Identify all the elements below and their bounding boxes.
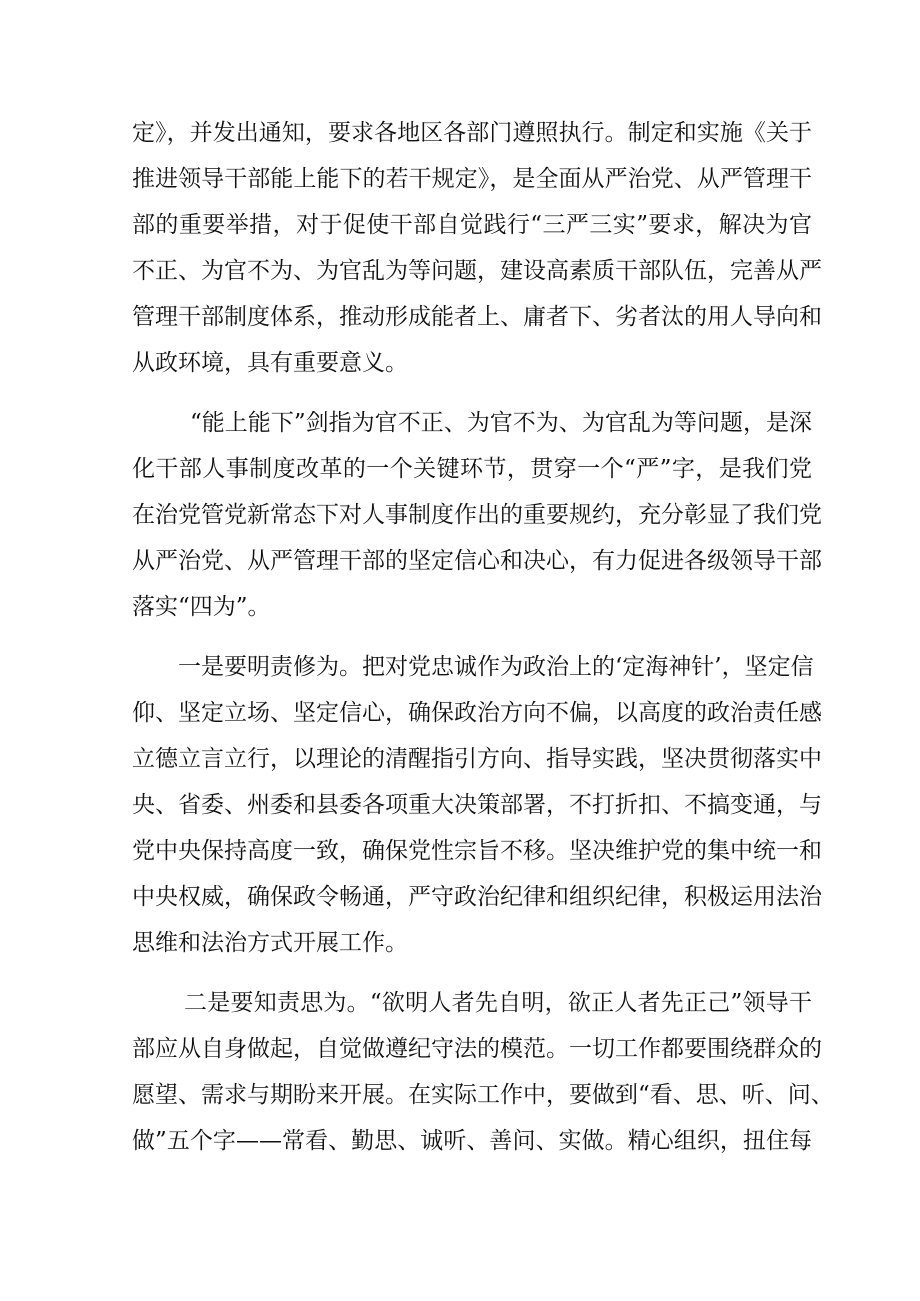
text-line: 部应从自身做起，自觉做遵纪守法的模范。一切工作都要围绕群众的 <box>132 1036 822 1062</box>
text-line: 做”五个字——常看、勤思、诚听、善问、实做。精心组织，扭住每 <box>132 1128 812 1154</box>
text-line: 化干部人事制度改革的一个关键环节，贯穿一个“严”字，是我们党 <box>132 456 812 482</box>
text-line: 央、省委、州委和县委各项重大决策部署，不打折扣、不搞变通，与 <box>132 792 822 818</box>
text-line: 在治党管党新常态下对人事制度作出的重要规约，充分彰显了我们党 <box>132 502 822 528</box>
text-line: 仰、坚定立场、坚定信心，确保政治方向不偏，以高度的政治责任感 <box>132 700 822 726</box>
text-line: 从政环境，具有重要意义。 <box>132 350 408 376</box>
text-line: “能上能下”剑指为官不正、为官不为、为官乱为等问题，是深 <box>190 410 812 436</box>
text-line: 推进领导干部能上能下的若干规定》，是全面从严治党、从严管理干 <box>132 166 812 192</box>
text-line: 思维和法治方式开展工作。 <box>132 930 408 956</box>
paragraph-4 <box>132 980 834 1164</box>
document-body <box>132 110 834 1164</box>
text-line: 二是要知责思为。“欲明人者先自明，欲正人者先正己”领导干 <box>184 990 812 1016</box>
paragraph-1 <box>132 110 822 386</box>
paragraph-3 <box>132 644 822 966</box>
text-line: 党中央保持高度一致，确保党性宗旨不移。坚决维护党的集中统一和 <box>132 838 822 864</box>
text-line: 从严治党、从严管理干部的坚定信心和决心，有力促进各级领导干部 <box>132 548 822 574</box>
text-line: 管理干部制度体系，推动形成能者上、庸者下、劣者汰的用人导向和 <box>132 304 822 330</box>
text-line: 中央权威，确保政令畅通，严守政治纪律和组织纪律，积极运用法治 <box>132 884 822 910</box>
text-line: 不正、为官不为、为官乱为等问题，建设高素质干部队伍，完善从严 <box>132 258 822 284</box>
text-line: 部的重要举措，对于促使干部自觉践行“三严三实”要求，解决为官 <box>132 212 812 238</box>
text-line: 落实“四为”。 <box>132 594 271 620</box>
text-line: 一是要明责修为。把对党忠诚作为政治上的‘定海神针’，坚定信 <box>178 654 814 680</box>
text-line: 愿望、需求与期盼来开展。在实际工作中，要做到“看、思、听、问、 <box>132 1082 834 1108</box>
text-line: 立德立言立行，以理论的清醒指引方向、指导实践，坚决贯彻落实中 <box>132 746 822 772</box>
paragraph-2 <box>132 400 822 630</box>
text-line: 定》，并发出通知，要求各地区各部门遵照执行。制定和实施《关于 <box>132 120 812 146</box>
